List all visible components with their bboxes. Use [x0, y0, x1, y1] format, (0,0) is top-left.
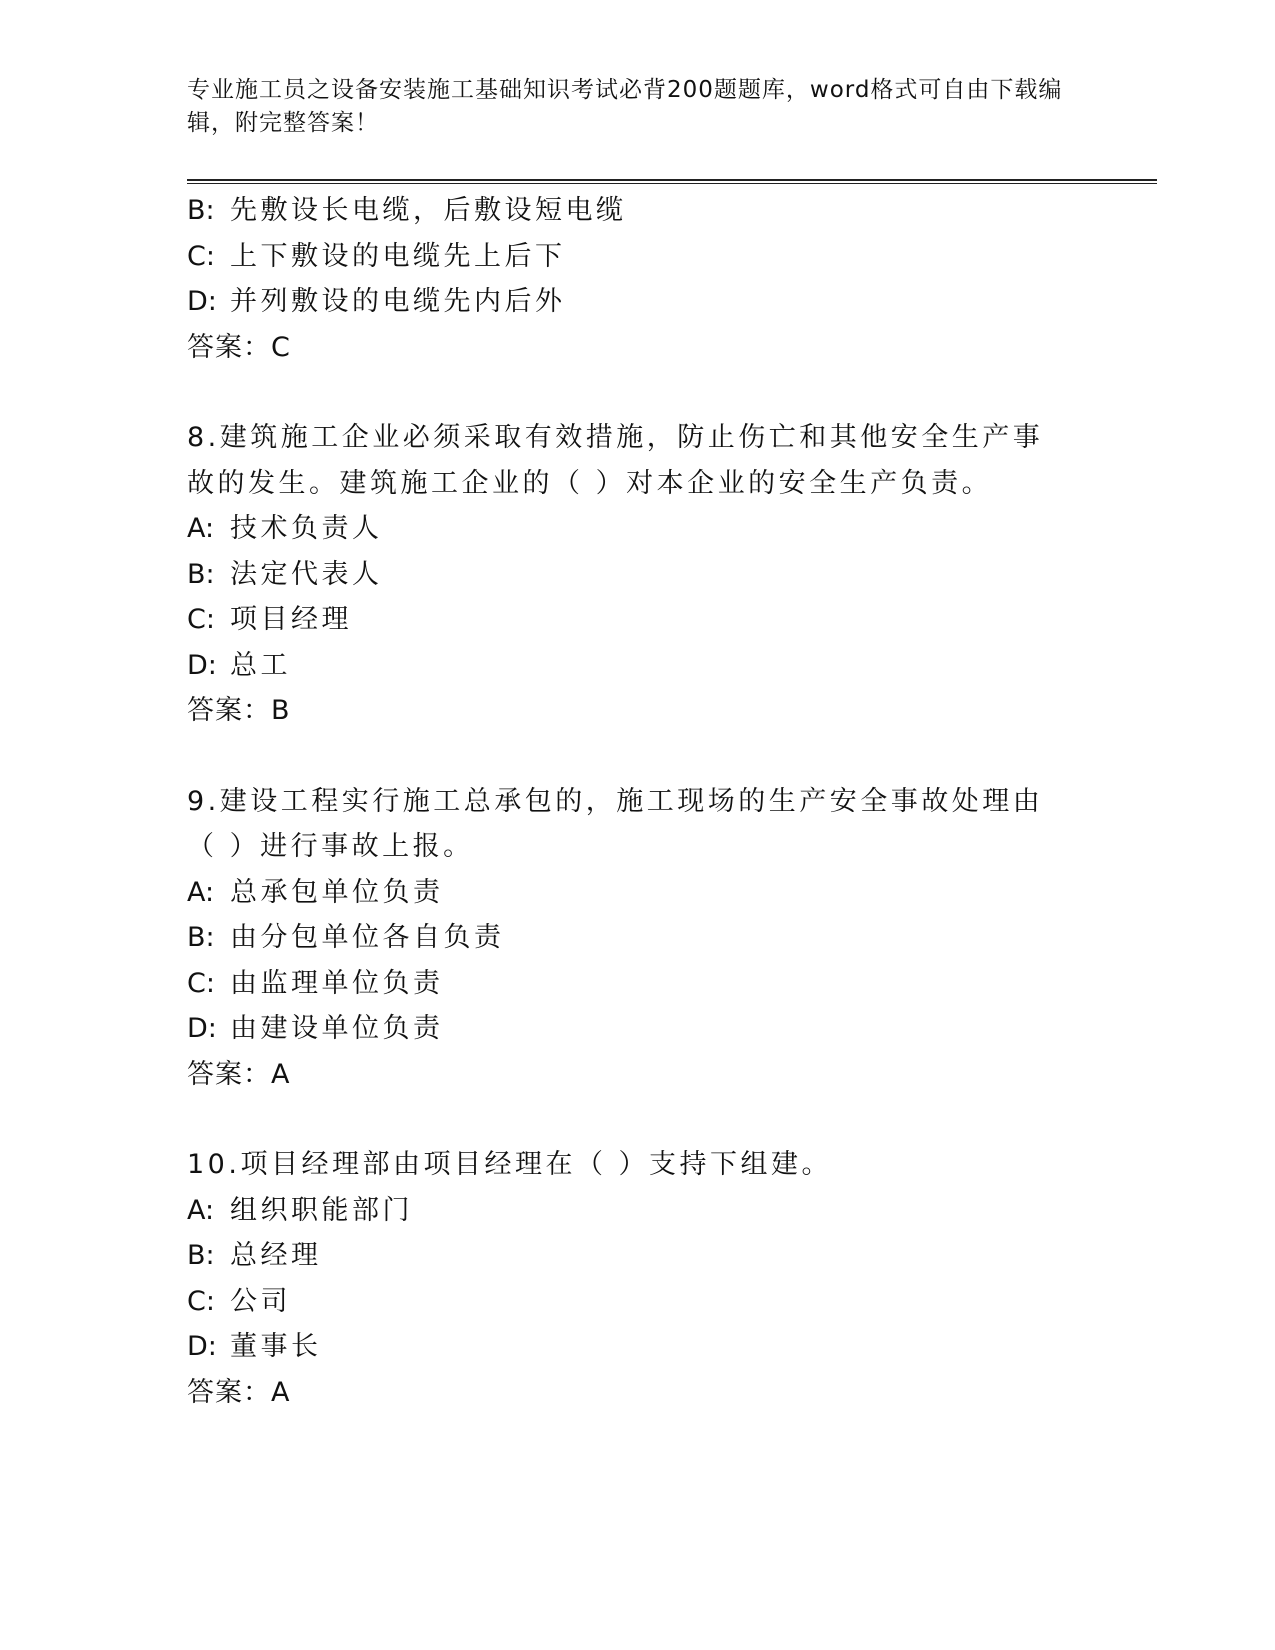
- option-b: [187, 552, 1087, 598]
- document-header: 专业施工员之设备安装施工基础知识考试必背200题题库，word格式可自由下载编辑，附完整答案！: [187, 77, 1063, 136]
- option-d: [187, 643, 1087, 689]
- option-label: A:: [187, 513, 215, 544]
- option-text: 法定代表人: [230, 558, 383, 590]
- option-a: [187, 506, 1087, 552]
- option-text: 组织职能部门: [230, 1194, 413, 1226]
- option-a: [187, 1188, 1087, 1234]
- spacer: [187, 734, 1087, 779]
- option-label: D:: [187, 649, 217, 681]
- option-label: C:: [187, 967, 215, 999]
- option-text: 公司: [230, 1285, 291, 1317]
- option-b: [187, 188, 1087, 234]
- option-d: [187, 279, 1087, 325]
- option-text: 技术负责人: [230, 513, 383, 544]
- option-b: [187, 915, 1087, 961]
- answer-line: 答案：B: [187, 695, 291, 726]
- option-c: [187, 234, 1087, 280]
- option-text: 由建设单位负责: [230, 1013, 444, 1044]
- option-label: C:: [187, 604, 215, 635]
- option-c: [187, 597, 1087, 643]
- option-label: A:: [187, 876, 215, 908]
- option-text: 总工: [230, 649, 291, 681]
- option-label: D:: [187, 286, 217, 317]
- question-8: [187, 415, 1087, 734]
- spacer: [187, 1097, 1087, 1142]
- option-text: 上下敷设的电缆先上后下: [230, 240, 566, 272]
- header-divider-thin: [187, 183, 1157, 184]
- option-text: 项目经理: [230, 604, 352, 635]
- option-b: [187, 1233, 1087, 1279]
- spacer: [187, 370, 1087, 415]
- answer-line: 答案：C: [187, 331, 291, 363]
- question-7-continued: [187, 188, 1087, 370]
- option-label: B:: [187, 922, 215, 953]
- option-a: [187, 870, 1087, 916]
- option-label: B:: [187, 1240, 215, 1271]
- header-divider-thick: [187, 179, 1157, 181]
- option-c: [187, 961, 1087, 1007]
- option-text: 由分包单位各自负责: [230, 922, 505, 953]
- option-label: A:: [187, 1194, 215, 1226]
- option-text: 总承包单位负责: [230, 876, 444, 908]
- option-label: C:: [187, 240, 215, 272]
- option-label: D:: [187, 1013, 217, 1044]
- answer-line: 答案：A: [187, 1058, 291, 1090]
- option-text: 并列敷设的电缆先内后外: [230, 286, 566, 317]
- answer-line: 答案：A: [187, 1376, 291, 1408]
- option-d: [187, 1006, 1087, 1052]
- option-text: 先敷设长电缆，后敷设短电缆: [230, 195, 627, 226]
- question-9: [187, 779, 1087, 1098]
- option-text: 董事长: [230, 1331, 322, 1362]
- option-label: B:: [187, 195, 215, 226]
- option-label: C:: [187, 1285, 215, 1317]
- option-d: [187, 1324, 1087, 1370]
- option-c: [187, 1279, 1087, 1325]
- option-label: D:: [187, 1331, 217, 1362]
- option-label: B:: [187, 558, 215, 590]
- option-text: 总经理: [230, 1240, 322, 1271]
- question-stem: 8.建筑施工企业必须采取有效措施，防止伤亡和其他安全生产事故的发生。建筑施工企业的（ ）对本企业的安全生产负责。: [187, 422, 1044, 499]
- question-list: [187, 188, 1087, 1415]
- question-stem: 10.项目经理部由项目经理在（ ）支持下组建。: [187, 1149, 833, 1180]
- question-stem: 9.建设工程实行施工总承包的，施工现场的生产安全事故处理由（ ）进行事故上报。: [187, 785, 1044, 862]
- option-text: 由监理单位负责: [230, 967, 444, 999]
- question-10: [187, 1142, 1087, 1415]
